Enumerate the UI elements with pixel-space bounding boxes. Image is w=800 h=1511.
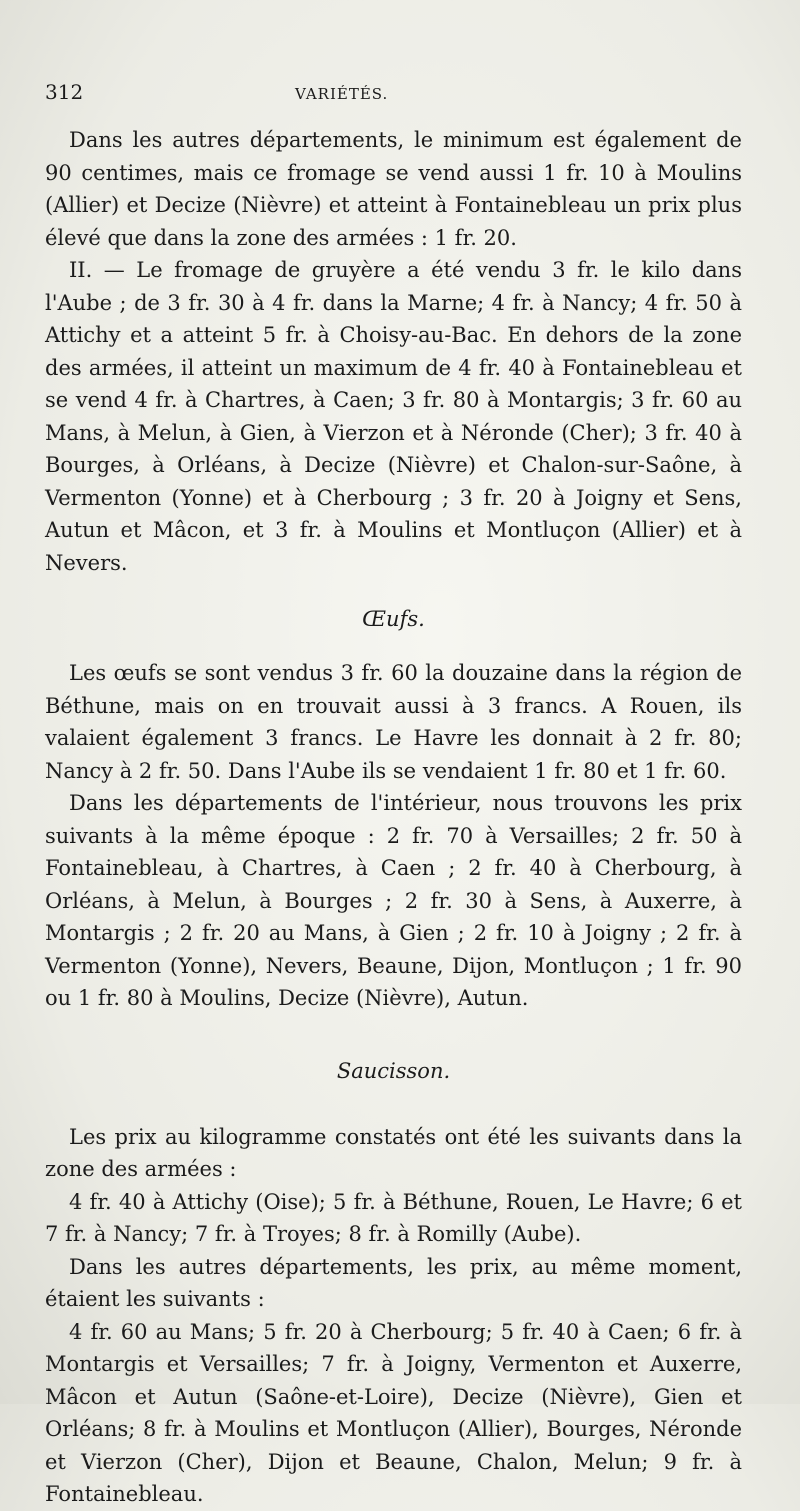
paragraph-saucisson-intro: Les prix au kilogramme constatés ont été les suivants dans la zone des armées : xyxy=(45,1124,742,1181)
paragraph-saucisson-autres: Dans les autres départements, les prix, au même moment, étaient les suivants : xyxy=(45,1254,742,1311)
section-title-oeufs: Œufs. xyxy=(362,607,425,631)
paragraph-saucisson-autres-prices: 4 fr. 60 au Mans; 5 fr. 20 à Cherbourg; 5 fr. 40 à Caen; 6 fr. à Montargis et Versailles; 7 fr. à Joigny, Vermenton et Auxerre, Mâcon et Autun (Saône-et-Loire), Decize (Nièvre), Gien et Orléans; 8 fr. à Moulins et Montluçon (Allier), Bourges, Néronde et Vierzon (Cher), Dijon et Beaune, Chalon, Melun; 9 fr. à Fontainebleau. xyxy=(45,1319,742,1506)
page-header xyxy=(45,80,742,120)
paragraph-oeufs-zone: Les œufs se sont vendus 3 fr. 60 la douzaine dans la région de Béthune, mais on en trouvait aussi à 3 francs. A Rouen, ils valaient également 3 francs. Le Havre les donnait à 2 fr. 80; Nancy à 2 fr. 50. Dans l'Aube ils se vendaient 1 fr. 80 et 1 fr. 60. xyxy=(45,661,742,783)
paragraph-gruyere: II. — Le fromage de gruyère a été vendu 3 fr. le kilo dans l'Aube ; de 3 fr. 30 à 4 fr. dans la Marne; 4 fr. à Nancy; 4 fr. 50 à Attichy et a atteint 5 fr. à Choisy-au-Bac. En dehors de la zone des armées, il atteint un maximum de 4 fr. 40 à Fontainebleau et se vend 4 fr. à Chartres, à Caen; 3 fr. 80 à Montargis; 3 fr. 60 au Mans, à Melun, à Gien, à Vierzon et à Néronde (Cher); 3 fr. 40 à Bourges, à Orléans, à Decize (Nièvre) et Chalon-sur-Saône, à Vermenton (Yonne) et à Cherbourg ; 3 fr. 20 à Joigny et Sens, Autun et Mâcon, et 3 fr. à Moulins et Montluçon (Allier) et à Nevers. xyxy=(45,258,742,575)
page-number: 312 xyxy=(45,80,84,104)
paragraph-saucisson-zone-prices: 4 fr. 40 à Attichy (Oise); 5 fr. à Béthune, Rouen, Le Havre; 6 et 7 fr. à Nancy; 7 fr. à Troyes; 8 fr. à Romilly (Aube). xyxy=(45,1189,742,1246)
paragraph-oeufs-interieur: Dans les départements de l'intérieur, nous trouvons les prix suivants à la même époque : 2 fr. 70 à Versailles; 2 fr. 50 à Fontainebleau, à Chartres, à Caen ; 2 fr. 40 à Cherbourg, à Orléans, à Melun, à Bourges ; 2 fr. 30 à Sens, à Auxerre, à Montargis ; 2 fr. 20 au Mans, à Gien ; 2 fr. 10 à Joigny ; 2 fr. à Vermenton (Yonne), Nevers, Beaune, Dijon, Montluçon ; 1 fr. 90 ou 1 fr. 80 à Moulins, Decize (Nièvre), Autun. xyxy=(45,791,742,1010)
paragraph-fromage-minimum: Dans les autres départements, le minimum est également de 90 centimes, mais ce fromage se vend aussi 1 fr. 10 à Moulins (Allier) et Decize (Nièvre) et atteint à Fontainebleau un prix plus élevé que dans la zone des armées : 1 fr. 20. xyxy=(45,128,742,250)
running-head: VARIÉTÉS. xyxy=(295,85,389,103)
section-title-saucisson: Saucisson. xyxy=(336,1058,451,1083)
book-page xyxy=(45,80,742,1511)
